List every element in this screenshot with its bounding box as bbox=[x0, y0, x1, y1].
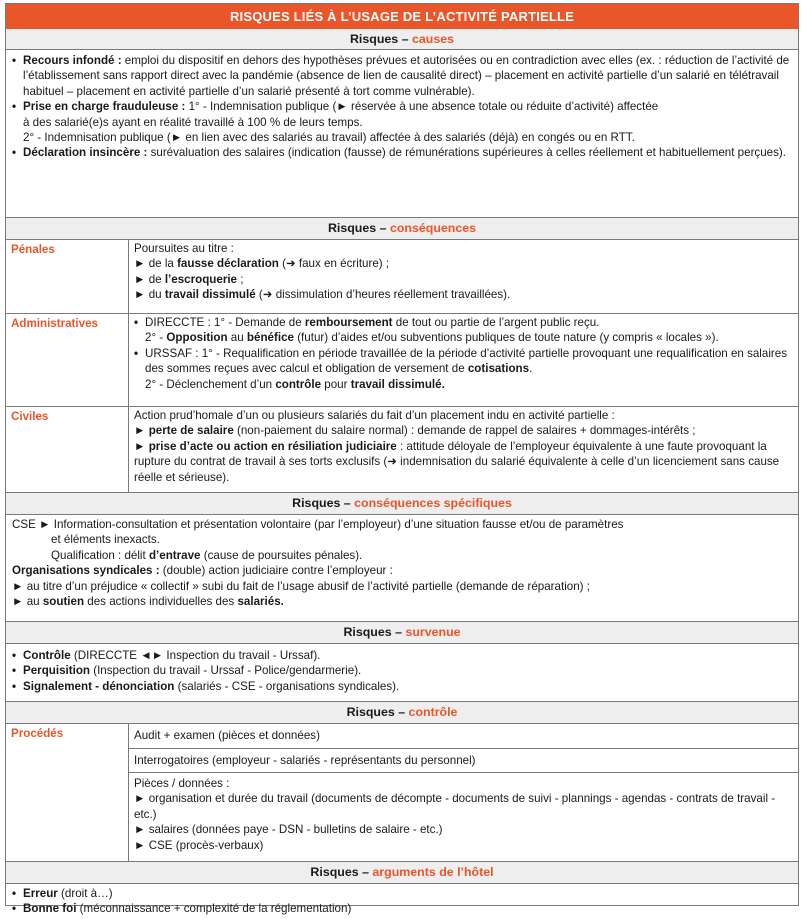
section-controle-heading: Risques – contrôle bbox=[6, 701, 798, 724]
page-title: RISQUES LIÉS À L’USAGE DE L’ACTIVITÉ PARTIELLE bbox=[6, 4, 798, 29]
row-content: • DIRECCTE : 1° - Demande de remboursement de tout ou partie de l’argent public reçu. 2° - Opposition au bénéfice (futur) d’aides et/ou subventions publiques de toute nature (y compris « locales »). • URSSAF : 1° - Requalification en période travaillée de la période d’activité partielle provoquant une requalification en salaires des sommes reçues avec calcul et obligation de versement de cotisations. 2° - Déclenchement d’un contrôle pour travail dissimulé. bbox=[134, 316, 788, 391]
specifiques-block: CSE ► Information-consultation et présentation volontaire (par l’employeur) d’une situation fausse et/ou de paramètres et éléments inexacts. Qualification : délit d’entrave (cause de poursuites pénales). Organisations syndicales : (double) action judiciaire contre l’employeur : ► au titre d’un préjudice « collectif » subi du fait de l’usage abusif de l’activité partielle (demande de réparation) ; ► au soutien des actions individuelles des salariés. bbox=[12, 518, 624, 609]
row-content: Action prud’homale d’un ou plusieurs salariés du fait d’un placement indu en activité partielle : ► perte de salaire (non-paiement du salaire normal) : demande de rappel de salaires + dommages-intérêts ; ► prise d’acte ou action en résiliation judiciaire : attitude déloyale de l’employeur équivalente à une faute provoquant la rupture du contrat de travail à ses torts exclusifs (➜ indemnisation du salarié équivalente à celle d’un licenciement sans cause réelle et sérieuse). bbox=[134, 409, 780, 484]
section-specifiques-heading: Risques – conséquences spécifiques bbox=[6, 492, 798, 515]
row-penales bbox=[6, 240, 798, 314]
row-label: Pénales bbox=[6, 240, 129, 313]
risk-table bbox=[5, 3, 799, 916]
causes-block bbox=[6, 50, 798, 217]
row-label: Administratives bbox=[6, 314, 129, 406]
row-administratives bbox=[6, 314, 798, 407]
arguments-block: • Erreur (droit à…) • Bonne foi (méconnaissance + complexité de la réglementation) bbox=[12, 887, 352, 916]
row-label: Procédés bbox=[6, 724, 129, 861]
section-causes-heading bbox=[6, 29, 798, 50]
row-content: Audit + examen (pièces et données) Interrogatoires (employeur - salariés - représentants du personnel) Pièces / données : ► organisation et durée du travail (documents de décompte - documents de suivi - plannings - agendas - contrats de travail - etc.) ► salaires (données paye - DSN - bulletins de salaire - etc.) ► CSE (procès-verbaux) bbox=[129, 724, 798, 861]
list-item: • Prise en charge frauduleuse : 1° - Indemnisation publique (► réservée à une absence totale ou réduite d’activité) affectée à des salarié(e)s ayant en réalité travaillé à 100 % de leurs temps. 2° - Indemnisation publique (► en lien avec des salariés au travail) affectée à des salariés (déjà) en congés ou en RTT. bbox=[12, 100, 659, 145]
section-prefix: Risques – bbox=[349, 32, 412, 46]
section-arguments-heading: Risques – arguments de l’hôtel bbox=[6, 861, 798, 884]
section-accent: causes bbox=[411, 32, 454, 46]
row-procedes bbox=[6, 724, 798, 861]
section-consequences-heading: Risques – conséquences bbox=[6, 217, 798, 240]
row-content: Poursuites au titre : ► de la fausse déclaration (➜ faux en écriture) ; ► de l’escroquerie ; ► du travail dissimulé (➜ dissimulation d’heures réellement travaillées). bbox=[134, 242, 511, 302]
list-item: • Déclaration insincère : surévaluation des salaires (indication (fausse) de rémunérations supérieures à celles réellement et habituellement perçues). bbox=[12, 146, 786, 160]
section-survenue-heading: Risques – survenue bbox=[6, 621, 798, 644]
row-civiles bbox=[6, 407, 798, 492]
survenue-block: • Contrôle (DIRECCTE ◄► Inspection du travail - Urssaf). • Perquisition (Inspection du travail - Urssaf - Police/gendarmerie). • Signalement - dénonciation (salariés - CSE - organisations syndicales). bbox=[12, 649, 400, 693]
list-item: • Recours infondé : emploi du dispositif en dehors des hypothèses prévues et autorisées ou en contradiction avec elles (ex. : réduction de l’activité de l’établissement sans rapport direct avec la pandémie (absence de lien de causalité direct) – placement en activité partielle d’un salarié en télétravail habituel – placement en activité partielle d’un salarié présenté à tort comme vulnérable). bbox=[12, 54, 790, 98]
row-label: Civiles bbox=[6, 407, 129, 492]
